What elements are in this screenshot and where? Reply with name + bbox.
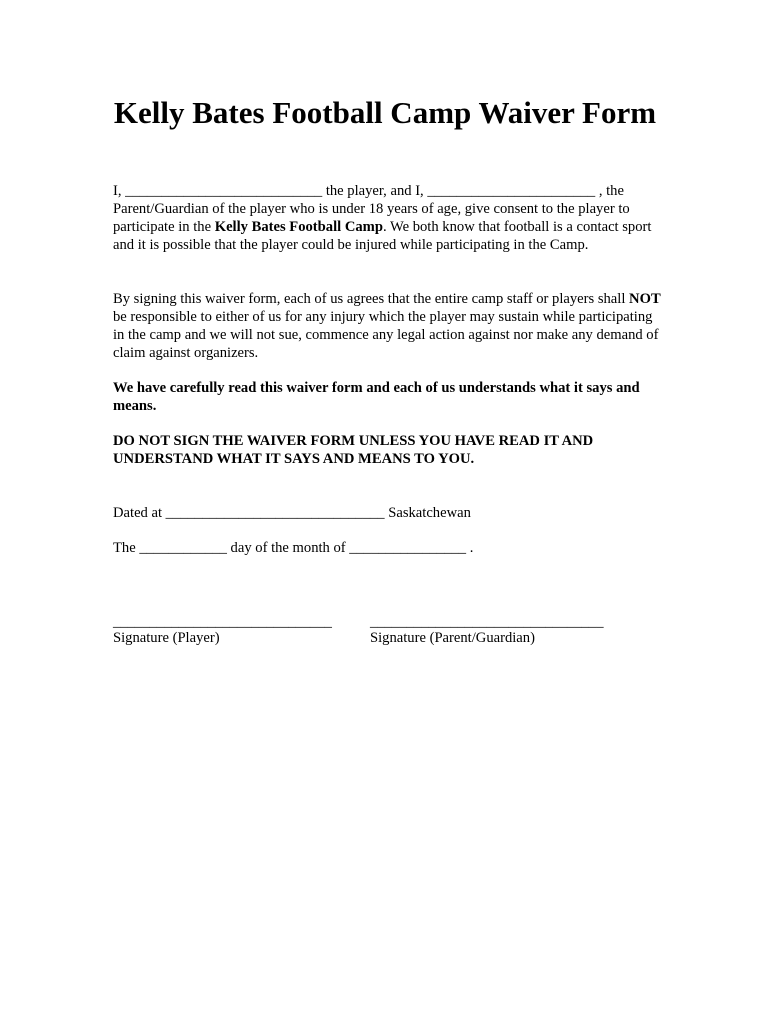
- page-title: Kelly Bates Football Camp Waiver Form: [113, 95, 657, 130]
- guardian-signature-line: ________________________________: [370, 614, 604, 630]
- waiver-paragraph: [113, 290, 663, 362]
- not-bold: NOT: [629, 291, 661, 307]
- guardian-signature-label: Signature (Parent/Guardian): [370, 630, 535, 646]
- acknowledgement-paragraph: We have carefully read this waiver form and each of us understands what it says and means.: [113, 380, 640, 414]
- waiver-text-start: By signing this waiver form, each of us agrees that the entire camp staff or players shall: [113, 291, 630, 307]
- player-signature-label: Signature (Player): [113, 630, 220, 646]
- waiver-text-end: be responsible to either of us for any injury which the player may sustain while participating in the camp and we will not sue, commence any legal action against nor make any demand of claim against organizers.: [113, 309, 659, 361]
- dated-at-line: Dated at ______________________________ Saskatchewan: [113, 505, 471, 521]
- warning-paragraph: DO NOT SIGN THE WAIVER FORM UNLESS YOU HAVE READ IT AND UNDERSTAND WHAT IT SAYS AND MEANS TO YOU.: [113, 433, 594, 467]
- consent-text-end: . We both know that football is a contact sport and it is possible that the player could be injured while participating in the Camp.: [113, 219, 652, 253]
- day-month-line: The ____________ day of the month of ________________ .: [113, 540, 474, 556]
- player-signature-line: ______________________________: [113, 614, 332, 630]
- camp-name-bold: Kelly Bates Football Camp: [214, 219, 383, 235]
- consent-paragraph: [113, 182, 663, 254]
- consent-text-start: I, ___________________________ the player, and I, _______________________ , the Parent/Guardian of the player who is under 18 years of age, give consent to the player to participate in the: [113, 183, 630, 235]
